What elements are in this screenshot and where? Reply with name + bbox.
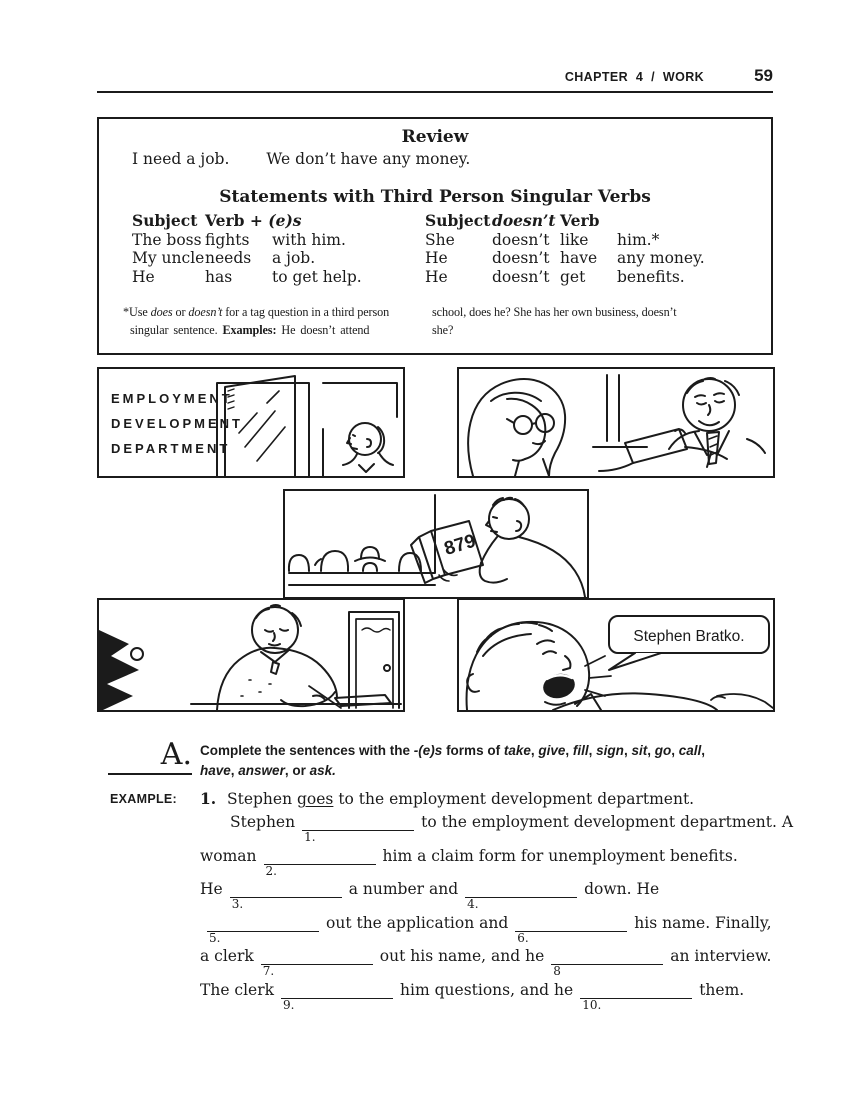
paragraph-line [200,806,794,844]
text-segment: Verb + [205,211,269,230]
table-cell: doesn’t [492,267,550,286]
review-subtitle: Statements with Third Person Singular Verbs [219,187,651,207]
fill-blank [465,881,577,911]
review-sentence-right: We don’t have any money. [266,150,471,168]
text-segment: Examples: [222,322,277,337]
paragraph-line [200,940,780,978]
text-segment: He doesn’t attend [276,322,370,337]
text-segment: give [538,743,566,758]
table-cell: has [205,267,233,286]
negative-table-rows [425,231,730,287]
chapter-header: CHAPTER 4 / WORK [564,70,705,84]
text-segment: to the employment development department. A [421,813,794,831]
text-segment: sit [631,743,648,758]
fill-blank [551,948,663,978]
text-segment: , [588,743,597,758]
paragraph-line [200,907,780,945]
text-segment: to the employment development department. [333,790,695,808]
blank-number: 7. [262,964,275,978]
office-sign-line-3: DEPARTMENT [111,441,231,456]
footnote-right-column [432,304,732,339]
text-segment: , [647,743,655,758]
table-row [425,231,730,250]
text-segment: , [623,743,632,758]
text-segment: *Use [123,305,151,319]
footnote-line [123,304,425,322]
table-cell: any money. [617,249,705,267]
panel2-illustration [459,369,773,476]
panel4-illustration [99,600,403,710]
panel5-illustration [459,600,773,710]
review-title: Review [401,127,469,147]
header-subject: Subject [425,211,491,230]
negative-table-header [425,212,730,231]
office-door-background [349,612,399,708]
ticket-number-text: 879 [441,530,479,560]
office-door-drawing [217,376,397,476]
instruction-line [200,761,780,781]
text-segment: him questions, and he [400,980,574,999]
table-cell: him.* [617,230,660,249]
man-with-card-drawing [599,378,765,471]
text-segment: (e)s [268,211,302,230]
plant-corner-drawing [99,630,143,710]
text-segment: , [565,743,573,758]
text-segment: call [678,743,702,758]
fill-blank [230,881,342,911]
text-segment: He [200,880,223,898]
table-row [132,268,390,287]
text-segment: a clerk [200,947,254,965]
table-cell: to get help. [272,267,362,286]
text-segment: The clerk [200,980,275,999]
instruction-line [200,741,780,761]
fill-blank [207,915,319,945]
text-segment: goes [297,790,334,808]
text-segment: for a tag question in a third person [222,305,390,319]
fill-blank [580,982,692,1012]
blank-number: 10. [582,997,602,1012]
text-segment: sign [596,743,624,758]
table-row [132,231,390,250]
blank-number: 1. [304,830,316,844]
text-segment: , [701,743,706,758]
fill-blank [264,848,376,878]
example-label: EXAMPLE: [110,792,177,806]
page-number: 59 [754,66,773,85]
fill-blank [281,982,393,1012]
waiting-room-counter [289,495,435,585]
review-sentence-left: I need a job. [132,150,230,168]
text-segment: out his name, and he [379,947,545,965]
fill-blank [302,814,414,844]
review-box [97,117,773,355]
header-verb: Verb [560,211,600,230]
text-segment: , [230,763,239,778]
paragraph-line [200,873,780,911]
table-cell: He [132,267,155,286]
table-cell: get [560,267,586,286]
table-cell: He [425,249,448,267]
footnote-line [123,322,425,340]
office-sign-line-1: EMPLOYMENT [111,391,233,406]
text-segment: doesn’t [188,305,223,319]
exercise-a-label: A. [108,737,192,775]
panel3-illustration [285,491,587,597]
table-cell: He [425,267,448,286]
text-segment: him a claim form for unemployment benefits. [382,846,738,865]
table-row [132,249,390,268]
header-doesnt: doesn’t [492,211,556,230]
text-segment: go [654,743,672,758]
negative-verb-table [425,212,730,286]
blank-number: 6. [517,930,529,945]
blank-number: 2. [265,863,277,878]
speech-bubble-text: Stephen Bratko. [633,628,745,645]
text-segment: does [150,305,173,319]
text-segment: fill [572,743,589,758]
footnote-left-column [123,304,425,339]
text-segment: , or [284,763,310,778]
text-segment: have [200,763,231,778]
table-cell: My uncle [132,249,205,267]
fill-blank [261,948,373,978]
affirmative-table-rows [132,231,390,287]
affirmative-verb-table [132,212,390,286]
text-segment: answer [238,763,285,778]
header-verb-es [205,212,390,231]
exercise-instructions [200,741,780,781]
text-segment: down. He [584,880,660,898]
comic-panel-2 [457,367,775,478]
text-segment: 1. [200,789,227,808]
man-holding-ticket-drawing [411,498,585,597]
footnote-line: she? [432,322,454,337]
waiting-people-heads [289,547,421,571]
blank-number: 5. [209,930,221,945]
text-segment: woman [200,846,257,865]
desk-drawing [191,695,401,706]
text-segment: Stephen [226,790,297,808]
woman-drawing [468,379,565,476]
window-drawing [593,375,647,447]
table-cell: She [425,230,455,249]
text-segment: forms of [442,743,504,758]
table-cell: doesn’t [492,249,550,267]
table-cell: with him. [272,230,346,249]
blank-number: 8 [553,964,561,978]
table-cell: needs [205,249,252,267]
header-subject: Subject [132,211,198,230]
text-segment: them. [699,980,745,999]
table-cell: a job. [272,249,316,267]
paragraph-line [200,840,780,878]
text-segment: his name. Finally, [634,913,772,932]
blank-number: 4. [467,897,479,911]
text-segment: ask. [309,763,336,778]
comic-panel-3 [283,489,589,599]
text-segment: a number and [348,880,459,898]
header-rule [97,91,773,93]
comic-panel-1 [97,367,405,478]
text-segment: Stephen [230,813,296,831]
comic-panel-5 [457,598,775,712]
speech-bubble [609,616,769,670]
man-profile-drawing [343,423,393,472]
fill-in-paragraph [200,806,794,1012]
page-header [97,66,773,86]
office-sign-line-2: DEVELOPMENT [111,416,243,431]
text-segment: out the application and [326,913,509,932]
text-segment: or [172,305,189,319]
fill-blank [515,915,627,945]
text-segment: singular sentence. [130,322,223,337]
table-cell: have [560,249,598,267]
text-segment: take [503,743,531,758]
table-row [425,249,730,268]
review-sentences [132,150,470,168]
text-segment: Complete the sentences with the [200,743,414,758]
table-cell: doesn’t [492,230,550,249]
panel1-illustration [99,369,403,476]
comic-panel-4 [97,598,405,712]
blank-number: 3. [231,897,244,911]
affirmative-table-header [132,212,390,231]
table-cell: like [560,230,589,249]
table-row [425,268,730,287]
text-segment: , [530,743,539,758]
footnote-line: school, does he? She has her own business, doesn’t [432,305,677,319]
text-segment: , [671,743,679,758]
table-cell: fights [205,230,250,249]
text-segment: -(e)s [413,743,443,758]
text-segment: an interview. [670,947,772,965]
table-cell: benefits. [617,267,685,286]
blank-number: 9. [283,997,295,1012]
paragraph-line [200,974,780,1012]
clerk-writing-drawing [217,605,341,710]
table-cell: The boss [132,230,202,249]
